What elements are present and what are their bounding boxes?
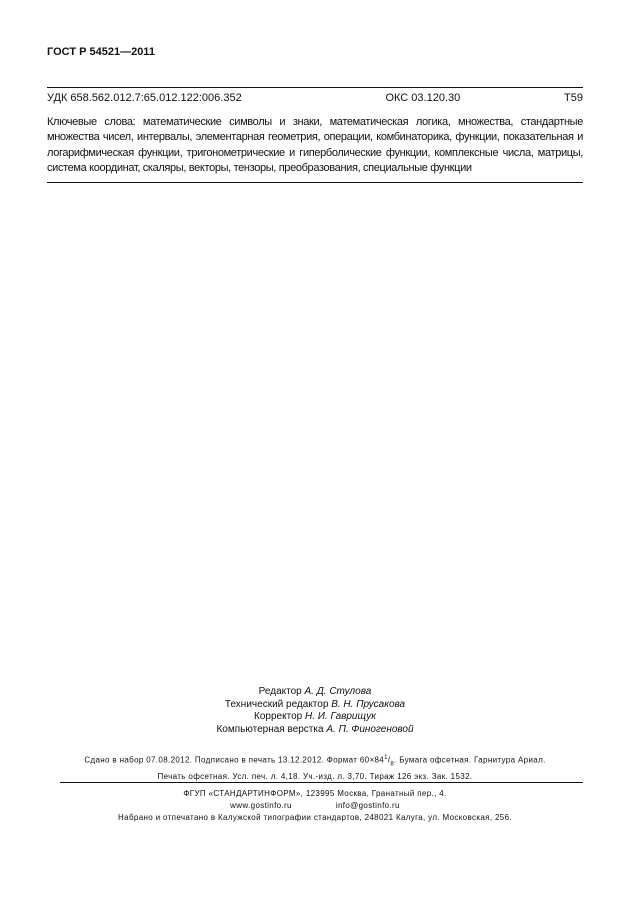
divider bbox=[60, 782, 583, 783]
credit-name: Н. И. Гаврищук bbox=[304, 711, 376, 723]
credit-role: Корректор bbox=[254, 711, 303, 723]
credit-line bbox=[47, 686, 583, 699]
credit-name: А. П. Финогеновой bbox=[326, 723, 414, 735]
credit-line bbox=[47, 724, 583, 737]
category-code: T59 bbox=[564, 92, 583, 104]
format-numerator: 1 bbox=[384, 755, 388, 761]
credit-role: Компьютерная верстка bbox=[216, 723, 324, 735]
print-info bbox=[47, 752, 583, 783]
divider bbox=[47, 87, 583, 88]
publisher-address: ФГУП «СТАНДАРТИНФОРМ», 123995 Москва, Гранатный пер., 4. bbox=[183, 789, 447, 798]
format-denominator: 8 bbox=[390, 761, 395, 768]
publisher-info bbox=[47, 788, 583, 824]
print-info-line2: Печать офсетная. Усл. печ. л. 4,18. Уч.-изд. л. 3,70. Тираж 126 экз. Зак. 1532. bbox=[157, 771, 473, 781]
credit-name: В. Н. Прусакова bbox=[331, 698, 406, 710]
credit-name: А. Д. Стулова bbox=[304, 686, 372, 697]
print-text: . Бумага офсетная. Гарнитура Ариал. bbox=[394, 755, 546, 765]
standard-number: ГОСТ Р 54521—2011 bbox=[47, 46, 155, 58]
printed-by: Набрано и отпечатано в Калужской типографии стандартов, 248021 Калуга, ул. Московская, 256. bbox=[118, 813, 512, 822]
classification-row bbox=[47, 92, 583, 104]
publisher-contacts bbox=[47, 800, 583, 812]
email-link[interactable]: info@gostinfo.ru bbox=[335, 801, 400, 810]
print-text: Сдано в набор 07.08.2012. Подписано в печать 13.12.2012. Формат 60×84 bbox=[84, 755, 385, 765]
oks-code: ОКС 03.120.30 bbox=[385, 92, 461, 104]
credit-line bbox=[47, 711, 583, 724]
keywords: Ключевые слова: математические символы и знаки, математическая логика, множества, стандартные множества чисел, интервалы, элементарная геометрия, операции, комбинаторика, функции, показательная и логарифмическая функции, тригонометрические и гиперболические функции, комплексные числа, матрицы, система координат, скаляры, векторы, тензоры, преобразования, специальные функции bbox=[47, 116, 583, 174]
credit-line bbox=[47, 699, 583, 712]
print-info-line1: Сдано в набор 07.08.2012. Подписано в печать 13.12.2012. Формат $60\times 84^1/_8$. Бумага офсетная. Гарнитура Ариал. bbox=[84, 755, 546, 768]
credit-role: Технический редактор bbox=[224, 698, 329, 710]
website-link[interactable]: www.gostinfo.ru bbox=[230, 801, 292, 810]
credit-role: Редактор bbox=[258, 686, 302, 697]
udk-code: УДК 658.562.012.7:65.012.122:006.352 bbox=[47, 92, 242, 104]
credits bbox=[47, 686, 583, 736]
divider bbox=[47, 182, 583, 183]
